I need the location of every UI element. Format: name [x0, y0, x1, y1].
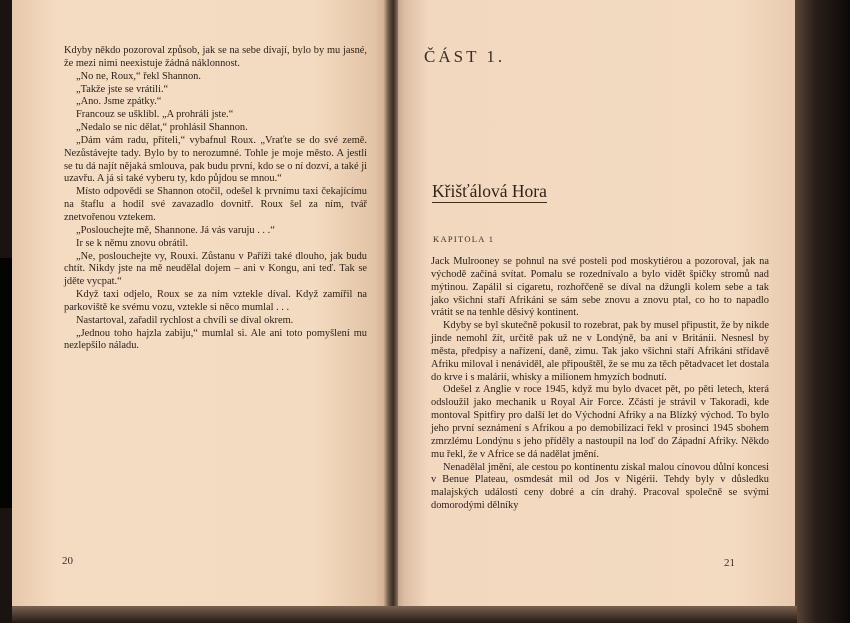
- left-line: „Takže jste se vrátili.“: [76, 83, 169, 95]
- left-line: „Dám vám radu, příteli,“ vybafnul Roux. „Vraťte se do své země. Nezůstávejte tady. Bylo by to nerozumné. Tohle je moje město. A jestli se tu dá najít nějaká smlouva, pak budu první, kdo se o ní dozví, a také ji uzavřu. A já si také vyberu ty, kdo půjdou se mnou.“: [64, 134, 367, 185]
- left-line: „Poslouchejte mě, Shannone. Já vás varuju . . .“: [76, 224, 275, 236]
- left-line: „Ano. Jsme zpátky.“: [76, 96, 162, 108]
- chapter-label: KAPITOLA 1: [433, 234, 495, 244]
- left-line: „Nedalo se nic dělat,“ prohlásil Shannon.: [76, 122, 248, 134]
- chapter-title: Křišťálová Hora: [432, 181, 547, 201]
- left-line: „Jednou toho hajzla zabiju,“ mumlal si. Ale ani toto pomyšlení mu nezlepšilo náladu.: [64, 327, 367, 352]
- right-paragraph: Jack Mulrooney se pohnul na své posteli pod moskytiérou a pozoroval, jak na východě začíná svítat. Pomalu se rozednívalo a bylo vidět špičky stromů nad mýtinou. Zapálil si cigaretu, rozhořčeně se díval na džungli kolem sebe a tak jako všichni staří Afrikáni se sám sebe znovu a znovu ptal, co ho to napadlo vrátit se na tenhle děsivý kontinent.: [431, 256, 769, 319]
- left-line: Místo odpovědi se Shannon otočil, odešel k prvnímu taxi čekajícímu na štaflu a hodil své zavazadlo dovnitř. Roux šel za ním, tvář znetvořenou vztekem.: [64, 186, 367, 223]
- page-number-right: 21: [724, 557, 735, 569]
- left-line: Když taxi odjelo, Roux se za ním vztekle díval. Když zamířil na parkoviště ke svému vozu, vztekle si něco mumlal . . .: [64, 289, 367, 313]
- right-paragraph: Odešel z Anglie v roce 1945, když mu bylo dvacet pět, po pěti letech, která odsloužil jako mechanik u Royal Air Force. Zčásti je strávil v Takoradi, kde montoval Spitfiry pro další let do Východní Afriky a na Blízký východ. To bylo jeho první seznámení s Afrikou a po demobilizaci řekl v prosinci 1945 sbohem zmrzlému Londýnu s jeho příděly a nastoupil na loď do Západní Afriky. Někdo mu řekl, že v Africe se dá nadělat jmění.: [431, 384, 769, 460]
- right-edge-shadow: [795, 0, 850, 623]
- left-line: Kdyby někdo pozoroval způsob, jak se na sebe dívají, bylo by mu jasné, že mezi nimi neexistuje žádná náklonnost.: [64, 45, 367, 69]
- left-line: Francouz se ušklíbl. „A prohráli jste.“: [76, 109, 234, 121]
- scanner-edge: [0, 258, 12, 508]
- bottom-edge-shadow: [12, 606, 797, 623]
- part-title: ČÁST 1.: [424, 47, 506, 66]
- left-line: Ir se k němu znovu obrátil.: [76, 237, 188, 249]
- book-gutter: [384, 0, 398, 623]
- right-paragraph: Nenadělal jmění, ale cestou po kontinentu získal malou cínovou důlní koncesi v Benue Plateau, osmdesát mil od Jos v Nigérii. Tehdy byly v důsledku malajských událostí ceny dobré a cín drahý. Pracoval společně se svými domorodými dělníky: [431, 461, 769, 512]
- left-page-text: [64, 45, 367, 353]
- left-line: „No ne, Roux,“ řekl Shannon.: [76, 70, 201, 82]
- left-line: Nastartoval, zařadil rychlost a chvíli se díval okrem.: [76, 314, 294, 326]
- right-page-text: [431, 256, 769, 513]
- right-paragraph: Kdyby se byl skutečně pokusil to rozebrat, pak by musel připustit, že by nikde jinde nemohl žít, určitě pak už ne v Londýně, ba ani v Británii. Nesnesl by města, předpisy a nařízení, daně, zimu. Tak jako všichni staří Afrikáni střídavě Afriku miloval i nenáviděl, ale připouštěl, že se mu za těch pětadvacet let dostala do krve i s malárií, whisky a milionem hmyzích bodnutí.: [431, 320, 769, 383]
- left-line: „Ne, poslouchejte vy, Rouxi. Zůstanu v Paříži také dlouho, jak budu chtít. Nikdy jste na mě neudělal dojem – ani v Kongu, ani teď. Tak se jděte vycpat.“: [64, 250, 367, 288]
- right-page: [392, 0, 795, 610]
- left-page: [12, 0, 390, 610]
- page-number-left: 20: [62, 555, 73, 567]
